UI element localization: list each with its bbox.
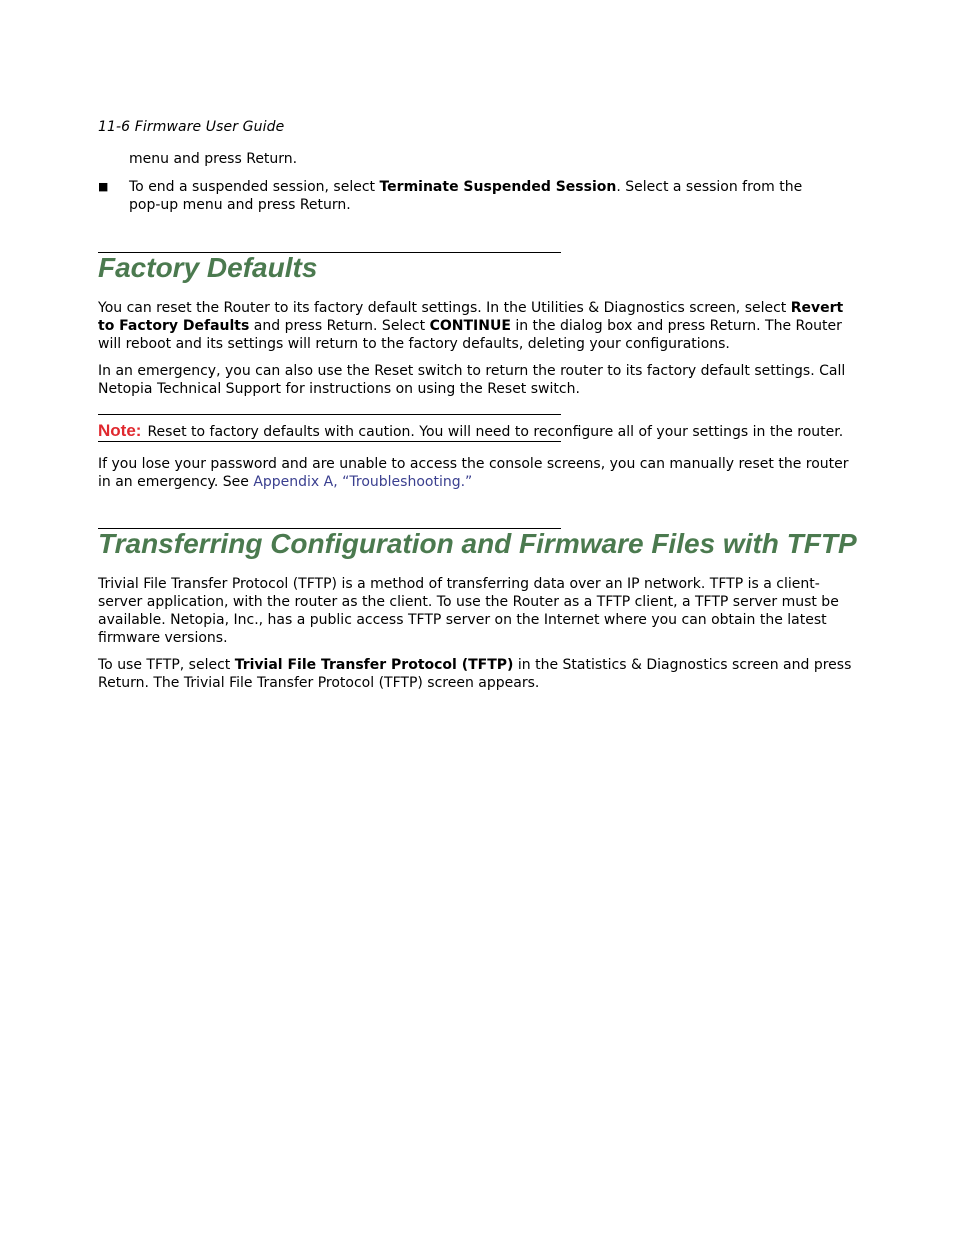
note-bottom-rule xyxy=(98,441,561,442)
tftp-paragraph-1: Trivial File Transfer Protocol (TFTP) is a method of transferring data over an IP network. TFTP is a client-server application, with the router as the client. To use the Router as a TFTP client, a TFTP server must be available. Netopia, Inc., has a public access TFTP server on the Internet where you can obtain the latest firmware versions. xyxy=(98,576,839,646)
bullet-bold-term: Terminate Suspended Session xyxy=(379,179,617,195)
note-label: Note: xyxy=(98,421,142,440)
continuation-text: menu and press Return. xyxy=(129,151,298,167)
factory-defaults-paragraph-3: If you lose your password and are unable to access the console screens, you can manually reset the router in an emergency. See Appendix A, “Troubleshooting.” xyxy=(98,456,849,490)
factory-defaults-paragraph-1: You can reset the Router to its factory default settings. In the Utilities & Diagnostics screen, select Revert to Factory Defaults and press Return. Select CONTINUE in the dialog box and press Return. The Router will reboot and its settings will return to the factory defaults, deleting your configurations. xyxy=(98,300,844,352)
section-heading-factory-defaults: Factory Defaults xyxy=(98,252,318,283)
note-text: Reset to factory defaults with caution. You will need to reconfigure all of your settings in the router. xyxy=(147,424,844,440)
running-head: 11-6 Firmware User Guide xyxy=(98,119,285,135)
bullet-square-icon: ■ xyxy=(98,180,109,193)
tftp-paragraph-2: To use TFTP, select Trivial File Transfer Protocol (TFTP) in the Statistics & Diagnostics screen and press Return. The Trivial File Transfer Protocol (TFTP) screen appears. xyxy=(98,657,852,691)
note-top-rule xyxy=(98,414,561,415)
factory-defaults-paragraph-2: In an emergency, you can also use the Reset switch to return the router to its factory default settings. Call Netopia Technical Support for instructions on using the Reset switch. xyxy=(98,363,846,397)
section-heading-tftp: Transferring Configuration and Firmware Files with TFTP xyxy=(98,528,857,559)
bullet-text: To end a suspended session, select Terminate Suspended Session. Select a session from the pop-up menu and press Return. xyxy=(129,179,803,213)
appendix-link[interactable]: Appendix A, “Troubleshooting.” xyxy=(253,474,473,490)
note-line xyxy=(98,422,858,441)
